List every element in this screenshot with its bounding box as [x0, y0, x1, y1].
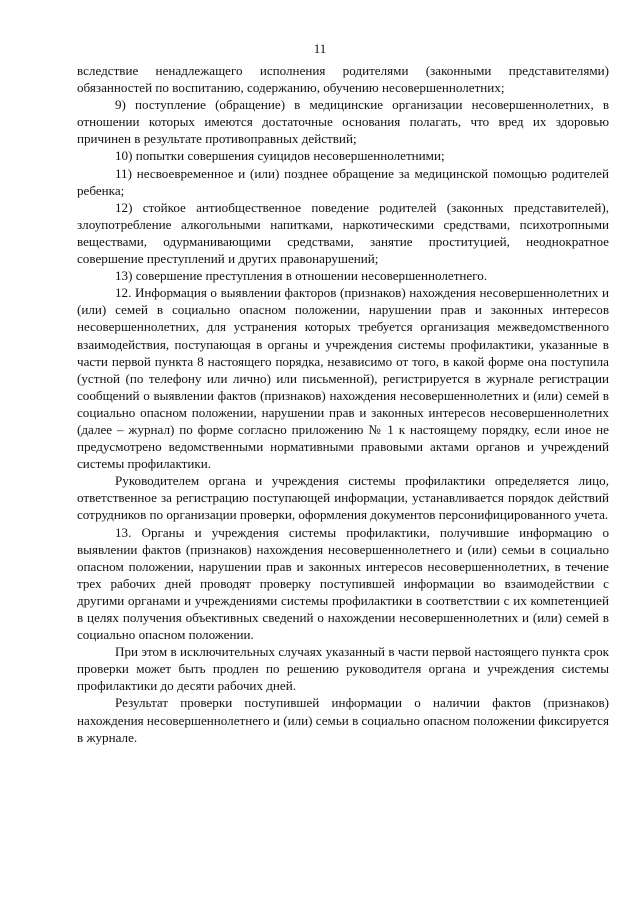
- paragraph: При этом в исключительных случаях указанный в части первой настоящего пункта срок проверки может быть продлен по решению руководителя органа и учреждения системы профилактики до десяти рабочих дней.: [77, 644, 609, 694]
- list-item: 12) стойкое антиобщественное поведение родителей (законных представителей), злоупотребление алкогольными напитками, наркотическими средствами, психотропными веществами, одурманивающими средствами, занятие проституцией, неоднократное совершение преступлений и других правонарушений;: [77, 199, 609, 267]
- paragraph: 12. Информация о выявлении факторов (признаков) нахождения несовершеннолетних и (или) семей в социально опасном положении, нарушении прав и законных интересов несовершеннолетних, для устранения которых требуется организация межведомственного взаимодействия, поступающая в органы и учреждения системы профилактики, указанные в части первой пункта 8 настоящего порядка, независимо от того, в какой форме она поступила (устной (по телефону или лично) или письменной), регистрируется в журнале регистрации сообщений о выявлении фактов (признаков) нахождения несовершеннолетних и (или) семей в социально опасном положении, нарушении прав и законных интересов несовершеннолетних (далее – журнал) по форме согласно приложению № 1 к настоящему порядку, если иное не предусмотрено ведомственными нормативными правовыми актами органов и учреждений системы профилактики.: [77, 285, 609, 472]
- document-body: [77, 62, 609, 746]
- paragraph: Результат проверки поступившей информации о наличии фактов (признаков) нахождения несовершеннолетнего и (или) семьи в социально опасном положении фиксируется в журнале.: [77, 695, 609, 745]
- paragraph: вследствие ненадлежащего исполнения родителями (законными представителями) обязанностей по воспитанию, содержанию, обучению несовершеннолетних;: [77, 63, 609, 96]
- list-item: 11) несвоевременное и (или) позднее обращение за медицинской помощью родителей ребенка;: [77, 165, 609, 198]
- paragraph: 13. Органы и учреждения системы профилактики, получившие информацию о выявлении фактов (признаков) нахождения несовершеннолетнего и (или) семьи в социально опасном положении, нарушении прав и законных интересов несовершеннолетних, в течение трех рабочих дней проводят проверку поступившей информации во взаимодействии с другими органами и учреждениями системы профилактики в соответствии с их компетенцией в целях получения объективных сведений о нахождении несовершеннолетних и (или) семей в социально опасном положении.: [77, 524, 609, 643]
- list-item: 10) попытки совершения суицидов несовершеннолетними;: [115, 148, 445, 164]
- paragraph: Руководителем органа и учреждения системы профилактики определяется лицо, ответственное за регистрацию поступающей информации, устанавливается порядок действий сотрудников по организации проверки, оформления документов персонифицированного учета.: [77, 473, 609, 523]
- page-number: 11: [313, 41, 327, 56]
- list-item: 13) совершение преступления в отношении несовершеннолетнего.: [115, 268, 488, 284]
- list-item: 9) поступление (обращение) в медицинские организации несовершеннолетних, в отношении которых имеются достаточные основания полагать, что вред их здоровью причинен в результате противоправных действий;: [77, 97, 609, 147]
